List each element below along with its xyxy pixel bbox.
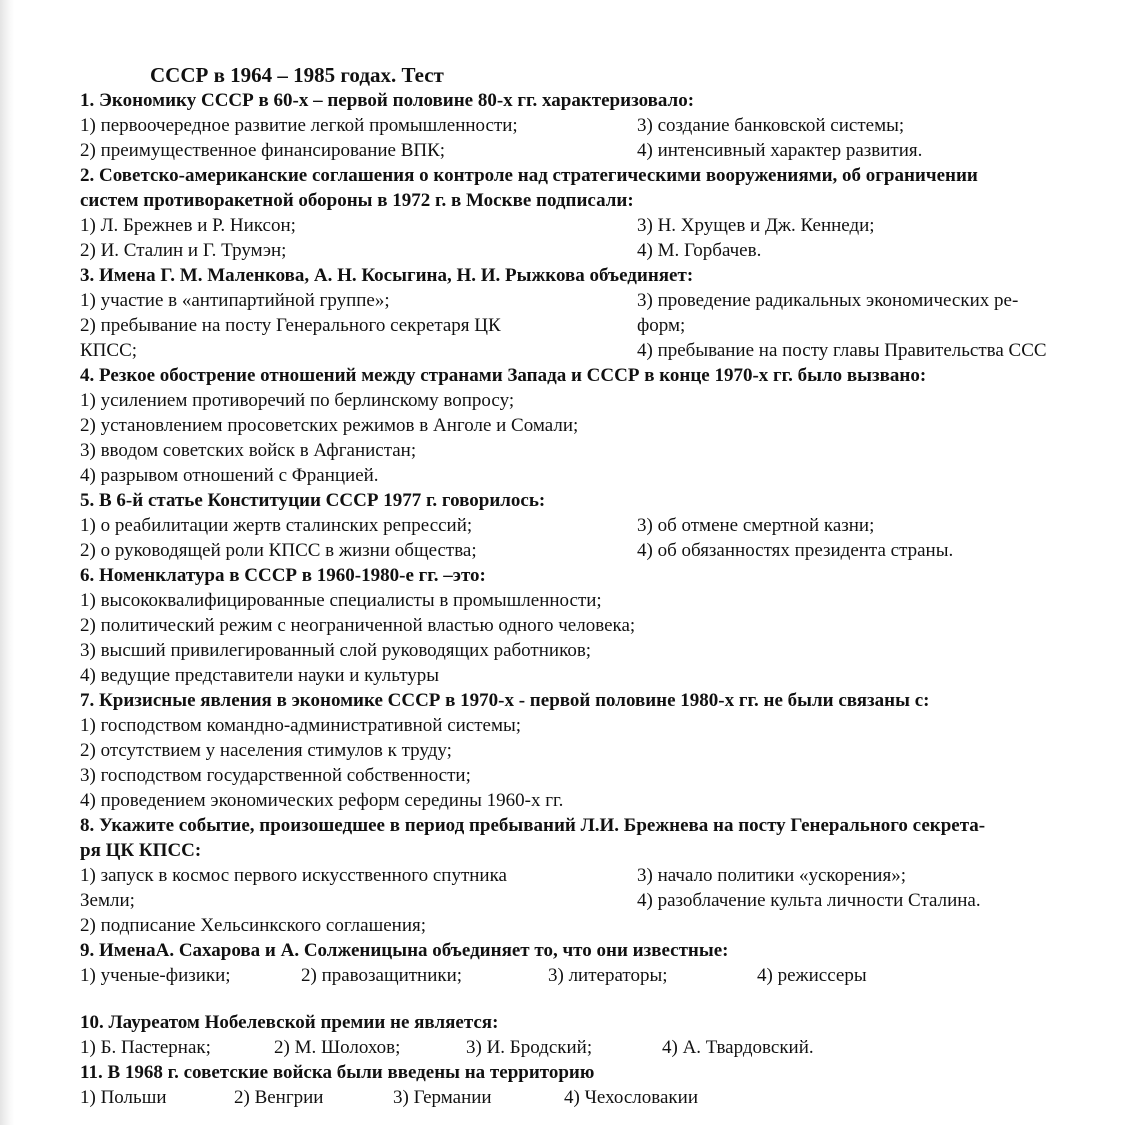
question-9 [80, 938, 1116, 988]
question-6-text: 6. Номенклатура в СССР в 1960-1980-е гг. –это: [80, 565, 486, 586]
page-shadow-edge [0, 0, 14, 1125]
question-4-text: 4. Резкое обострение отношений между странами Запада и СССР в конце 1970-х гг. было вызвано: [80, 365, 927, 386]
option-4: 4) М. Горбачев. [637, 240, 762, 261]
question-3 [80, 263, 1116, 363]
option-3: 3) господством государственной собственности; [80, 765, 471, 786]
option-1: 1) высококвалифицированные специалисты в промышленности; [80, 590, 602, 611]
option-row [80, 963, 1116, 988]
question-7-text: 7. Кризисные явления в экономике СССР в 1970-х - первой половине 1980-х гг. не были связаны с: [80, 690, 930, 711]
option-3: 3) литераторы; [548, 965, 668, 986]
option-1: 1) господством командно-административной системы; [80, 715, 522, 736]
option-3: 3) высший привилегированный слой руководящих работников; [80, 640, 592, 661]
question-3-text: 3. Имена Г. М. Маленкова, А. Н. Косыгина, Н. И. Рыжкова объединяет: [80, 265, 694, 286]
option-row [80, 863, 1116, 888]
option-1: 1) первоочередное развитие легкой промышленности; [80, 115, 518, 136]
test-document [80, 62, 1116, 1110]
option-2: 2) отсутствием у населения стимулов к труду; [80, 740, 452, 761]
question-1 [80, 88, 1116, 163]
document-title: СССР в 1964 – 1985 годах. Тест [150, 63, 444, 87]
option-1-part-2: Земли; [80, 890, 135, 911]
option-1: 1) Л. Брежнев и Р. Никсон; [80, 215, 296, 236]
option-row [80, 338, 1116, 363]
option-row [80, 313, 1116, 338]
option-4: 4) ведущие представители науки и культуры [80, 665, 440, 686]
question-2-text-line-2: систем противоракетной обороны в 1972 г. в Москве подписали: [80, 190, 634, 211]
option-row [80, 1035, 1116, 1060]
question-10 [80, 1010, 1116, 1060]
option-4: 4) об обязанностях президента страны. [637, 540, 954, 561]
question-5-text: 5. В 6-й статье Конституции СССР 1977 г. говорилось: [80, 490, 546, 511]
option-3: 3) создание банковской системы; [637, 115, 905, 136]
question-8 [80, 813, 1116, 938]
option-2: 2) правозащитники; [301, 965, 463, 986]
question-2-text-line-1: 2. Советско-американские соглашения о контроле над стратегическими вооружениями, об ограничении [80, 165, 978, 186]
option-2: 2) Венгрии [234, 1087, 324, 1108]
option-4: 4) А. Твардовский. [662, 1037, 814, 1058]
option-row [80, 538, 1116, 563]
question-6 [80, 563, 1116, 688]
option-3: 3) Германии [393, 1087, 492, 1108]
option-row [80, 213, 1116, 238]
option-4: 4) проведением экономических реформ середины 1960-х гг. [80, 790, 564, 811]
option-3: 3) И. Бродский; [466, 1037, 593, 1058]
question-10-text: 10. Лауреатом Нобелевской премии не является: [80, 1012, 499, 1033]
option-2-part-2: КПСС; [80, 340, 138, 361]
option-row [80, 138, 1116, 163]
option-row [80, 1085, 1116, 1110]
option-3: 3) Н. Хрущев и Дж. Кеннеди; [637, 215, 875, 236]
option-3: 3) об отмене смертной казни; [637, 515, 875, 536]
option-row [80, 238, 1116, 263]
option-1-part-1: 1) запуск в космос первого искусственного спутника [80, 865, 507, 886]
question-11-text: 11. В 1968 г. советские войска были введены на территорию [80, 1062, 595, 1083]
option-4: 4) режиссеры [757, 965, 867, 986]
question-7 [80, 688, 1116, 813]
question-5 [80, 488, 1116, 563]
option-2: 2) преимущественное финансирование ВПК; [80, 140, 446, 161]
option-row [80, 513, 1116, 538]
option-2-part-1: 2) пребывание на посту Генерального секретаря ЦК [80, 315, 501, 336]
option-2: 2) политический режим с неограниченной властью одного человека; [80, 615, 636, 636]
option-4: 4) пребывание на посту главы Правительства ССС [637, 340, 1047, 361]
option-2: 2) установлением просоветских режимов в Анголе и Сомали; [80, 415, 579, 436]
option-4: 4) разоблачение культа личности Сталина. [637, 890, 981, 911]
option-4: 4) Чехословакии [564, 1087, 698, 1108]
question-1-text: 1. Экономику СССР в 60-х – первой половине 80-х гг. характеризовало: [80, 90, 695, 111]
option-row [80, 113, 1116, 138]
option-row [80, 288, 1116, 313]
option-3: 3) начало политики «ускорения»; [637, 865, 906, 886]
option-2: 2) о руководящей роли КПСС в жизни общества; [80, 540, 477, 561]
question-11 [80, 1060, 1116, 1110]
option-row [80, 888, 1116, 913]
option-1: 1) Польши [80, 1087, 167, 1108]
option-2: 2) И. Сталин и Г. Трумэн; [80, 240, 287, 261]
option-3-part-2: форм; [637, 315, 686, 336]
option-3: 3) вводом советских войск в Афганистан; [80, 440, 417, 461]
question-2 [80, 163, 1116, 263]
option-3-part-1: 3) проведение радикальных экономических ре- [637, 290, 1019, 311]
option-1: 1) участие в «антипартийной группе»; [80, 290, 390, 311]
option-4: 4) интенсивный характер развития. [637, 140, 923, 161]
option-2: 2) подписание Хельсинкского соглашения; [80, 915, 427, 936]
question-4 [80, 363, 1116, 488]
option-1: 1) ученые-физики; [80, 965, 231, 986]
option-4: 4) разрывом отношений с Францией. [80, 465, 379, 486]
option-1: 1) Б. Пастернак; [80, 1037, 211, 1058]
question-9-text: 9. ИменаА. Сахарова и А. Солженицына объединяет то, что они известные: [80, 940, 729, 961]
question-8-text-line-1: 8. Укажите событие, произошедшее в период пребываний Л.И. Брежнева на посту Генерального секрета- [80, 815, 986, 836]
option-2: 2) М. Шолохов; [274, 1037, 401, 1058]
option-1: 1) усилением противоречий по берлинскому вопросу; [80, 390, 515, 411]
question-8-text-line-2: ря ЦК КПСС: [80, 840, 202, 861]
option-1: 1) о реабилитации жертв сталинских репрессий; [80, 515, 473, 536]
